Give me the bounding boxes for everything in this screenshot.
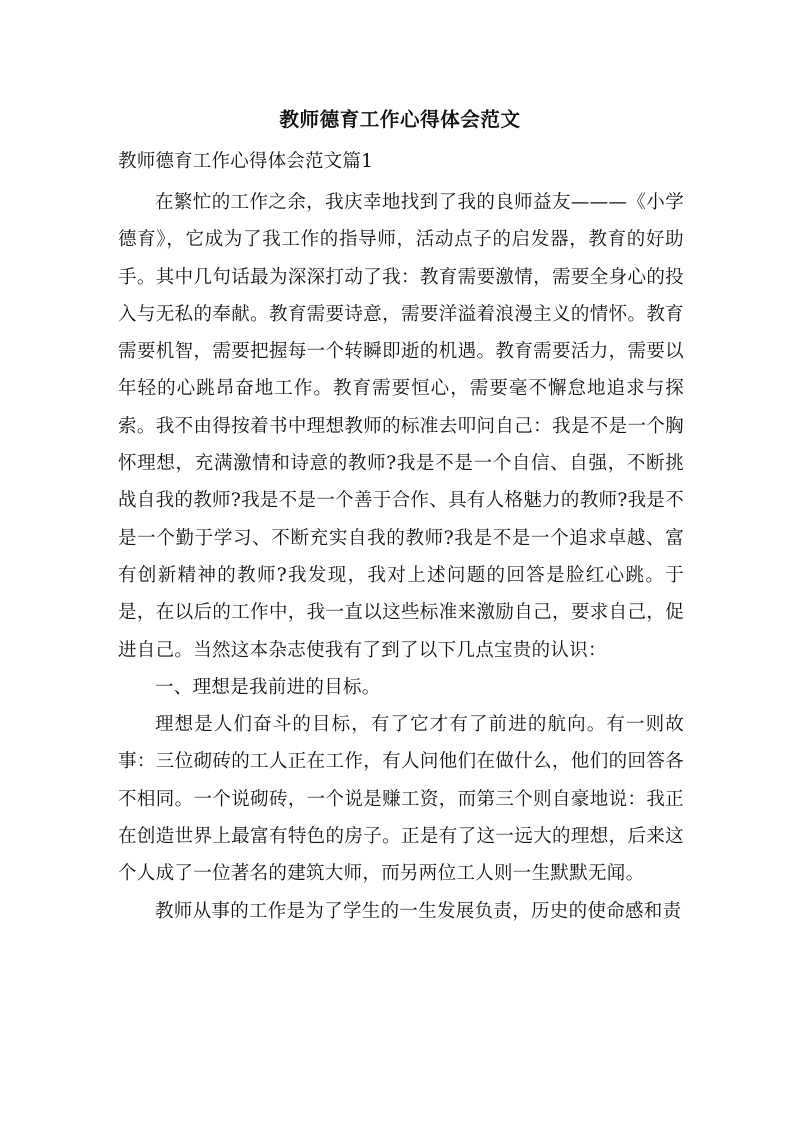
paragraph-teacher-mission: 教师从事的工作是为了学生的一生发展负责，历史的使命感和责 <box>155 900 682 922</box>
paragraph-story: 理想是人们奋斗的目标，有了它才有了前进的航向。有一则故事：三位砌砖的工人正在工作，有人问他们在做什么，他们的回答各不相同。一个说砌砖，一个说是赚工资，而第三个则自豪地说：我正在创造世界上最富有特色的房子。正是有了这一远大的理想，后来这个人成了一位著名的建筑大师，而另两位工人则一生默默无闻。 <box>118 714 684 885</box>
paragraph-intro: 在繁忙的工作之余，我庆幸地找到了我的良师益友———《小学德育》，它成为了我工作的指导师，活动点子的启发器，教育的好助手。其中几句话最为深深打动了我：教育需要激情，需要全身心的投入与无私的奉献。教育需要诗意，需要洋溢着浪漫主义的情怀。教育需要机智，需要把握每一个转瞬即逝的机遇。教育需要活力，需要以年轻的心跳昂奋地工作。教育需要恒心，需要毫不懈怠地追求与探索。我不由得按着书中理想教师的标准去叩问自己：我是不是一个胸怀理想，充满激情和诗意的教师?我是不是一个自信、自强，不断挑战自我的教师?我是不是一个善于合作、具有人格魅力的教师?我是不是一个勤于学习、不断充实自我的教师?我是不是一个追求卓越、富有创新精神的教师?我发现，我对上述问题的回答是脸红心跳。于是，在以后的工作中，我一直以这些标准来激励自己，要求自己，促进自己。当然这本杂志使我有了到了以下几点宝贵的认识： <box>118 192 684 661</box>
document-title: 教师德育工作心得体会范文 <box>279 108 521 131</box>
document-body <box>118 184 684 930</box>
paragraph-heading-1: 一、理想是我前进的目标。 <box>155 676 381 698</box>
document-subtitle: 教师德育工作心得体会范文篇1 <box>118 151 374 172</box>
